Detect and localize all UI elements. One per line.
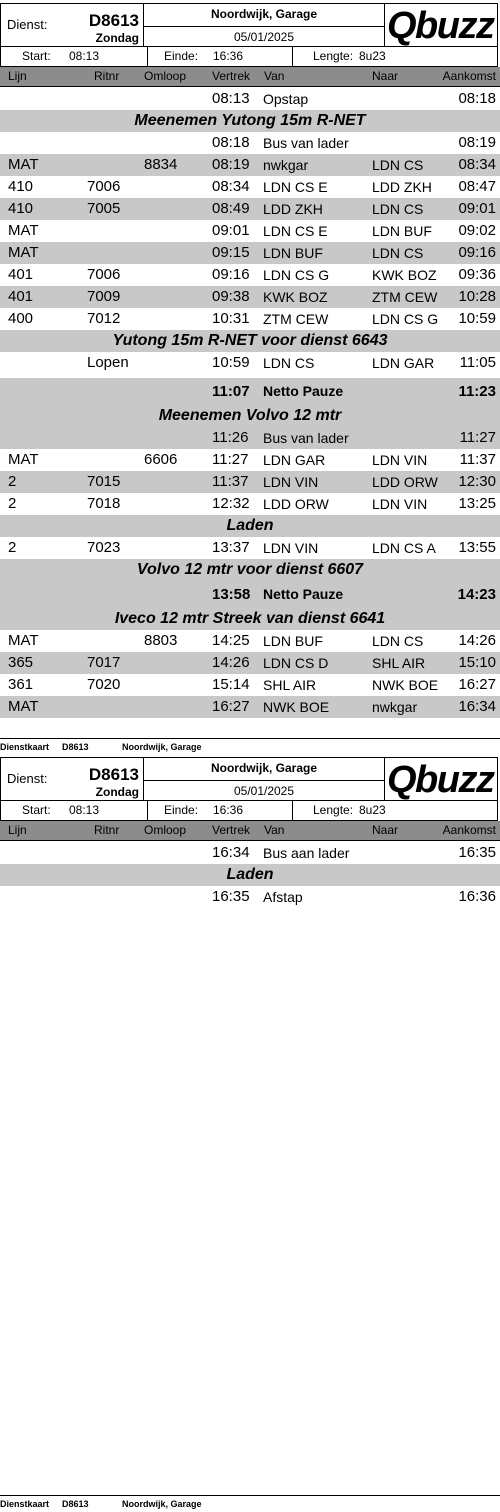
cell-lijn: 365 bbox=[8, 654, 34, 671]
cell-van: LDN CS G bbox=[263, 267, 330, 283]
cell-lijn: MAT bbox=[8, 244, 39, 261]
cell-vertrek: 11:27 bbox=[212, 451, 249, 468]
cell-naar: SHL AIR bbox=[372, 655, 426, 671]
cell-lijn: MAT bbox=[8, 156, 39, 173]
dienst-number: D8613 bbox=[88, 11, 139, 30]
cell-ritnr: 7015 bbox=[87, 473, 121, 490]
start-time: 08:13 bbox=[69, 803, 100, 817]
footer-location: Noordwijk, Garage bbox=[122, 1499, 202, 1509]
cell-vertrek: 08:34 bbox=[212, 178, 250, 195]
section-title bbox=[0, 608, 500, 630]
cell-lijn: 400 bbox=[8, 310, 34, 327]
cell-aankomst: 09:36 bbox=[458, 266, 496, 283]
cell-van: Bus van lader bbox=[263, 135, 349, 151]
trip-row bbox=[0, 264, 500, 286]
trip-row bbox=[0, 630, 500, 652]
logo-cell bbox=[385, 4, 497, 46]
col-lijn: Lijn bbox=[8, 823, 27, 837]
cell-aankomst: 09:02 bbox=[458, 222, 496, 239]
section-title bbox=[0, 864, 500, 886]
cell-lijn: MAT bbox=[8, 698, 39, 715]
col-naar: Naar bbox=[372, 823, 399, 837]
pause-end: 11:23 bbox=[458, 383, 496, 400]
cell-ritnr: 7012 bbox=[87, 310, 121, 327]
location: Noordwijk, Garage bbox=[144, 758, 384, 781]
section-title-text: Meenemen Volvo 12 mtr bbox=[158, 407, 342, 424]
cell-vertrek: 10:59 bbox=[212, 354, 250, 371]
length-value: 8u23 bbox=[359, 49, 386, 63]
schedule-rows bbox=[0, 842, 500, 908]
cell-omloop: 6606 bbox=[144, 451, 178, 468]
cell-lijn: 410 bbox=[8, 178, 34, 195]
cell-van: Bus van lader bbox=[263, 430, 349, 446]
schedule-rows bbox=[0, 88, 500, 718]
col-vertrek: Vertrek bbox=[212, 823, 251, 837]
cell-naar: LDN VIN bbox=[372, 452, 428, 468]
cell-aankomst: 09:01 bbox=[458, 200, 496, 217]
cell-aankomst: 13:55 bbox=[458, 539, 496, 556]
date: 05/01/2025 bbox=[233, 784, 295, 798]
cell-ritnr: 7023 bbox=[87, 539, 121, 556]
cell-van: NWK BOE bbox=[263, 699, 330, 715]
cell-lijn: 410 bbox=[8, 200, 34, 217]
cell-aankomst: 11:37 bbox=[459, 451, 496, 468]
pause-label: Netto Pauze bbox=[263, 586, 344, 602]
section-title bbox=[0, 559, 500, 581]
cell-van: LDN VIN bbox=[263, 474, 319, 490]
dienst-cell bbox=[1, 758, 144, 800]
cell-ritnr: 7005 bbox=[87, 200, 121, 217]
qbuzz-logo: Qbuzz bbox=[387, 5, 494, 47]
cell-aankomst: 16:27 bbox=[458, 676, 496, 693]
cell-vertrek: 09:38 bbox=[212, 288, 250, 305]
footer-location: Noordwijk, Garage bbox=[122, 742, 202, 752]
cell-naar: LDN CS bbox=[372, 157, 424, 173]
end-time: 16:36 bbox=[213, 49, 244, 63]
cell-aankomst: 14:26 bbox=[458, 632, 496, 649]
col-vertrek: Vertrek bbox=[212, 69, 251, 83]
cell-vertrek: 14:26 bbox=[212, 654, 250, 671]
trip-row bbox=[0, 674, 500, 696]
cell-ritnr: 7020 bbox=[87, 676, 121, 693]
cell-naar: LDN CS A bbox=[372, 540, 436, 556]
pause-row bbox=[0, 378, 500, 405]
cell-vertrek: 12:32 bbox=[212, 495, 250, 512]
trip-row bbox=[0, 352, 500, 374]
cell-aankomst: 11:05 bbox=[459, 354, 496, 371]
trip-row bbox=[0, 308, 500, 330]
dienstkaart-page-1 bbox=[0, 0, 500, 752]
end-label: Einde: bbox=[164, 803, 199, 817]
column-header bbox=[0, 67, 500, 87]
section-title-text: Yutong 15m R-NET voor dienst 6643 bbox=[112, 332, 388, 349]
cell-van: LDN GAR bbox=[263, 452, 326, 468]
footer bbox=[0, 738, 500, 753]
cell-aankomst: 11:27 bbox=[459, 429, 496, 446]
cell-naar: LDN VIN bbox=[372, 496, 428, 512]
cell-vertrek: 14:25 bbox=[212, 632, 250, 649]
cell-lijn: 2 bbox=[8, 473, 17, 490]
trip-row bbox=[0, 176, 500, 198]
length-value: 8u23 bbox=[359, 803, 386, 817]
trip-row bbox=[0, 427, 500, 449]
cell-vertrek: 08:18 bbox=[212, 134, 250, 151]
section-title bbox=[0, 515, 500, 537]
qbuzz-logo: Qbuzz bbox=[387, 759, 494, 801]
cell-vertrek: 08:49 bbox=[212, 200, 250, 217]
cell-aankomst: 16:36 bbox=[458, 888, 496, 905]
cell-naar: LDN CS bbox=[372, 633, 424, 649]
cell-vertrek: 09:15 bbox=[212, 244, 250, 261]
cell-vertrek: 10:31 bbox=[212, 310, 250, 327]
cell-van: LDD ORW bbox=[263, 496, 329, 512]
cell-van: LDN CS bbox=[263, 355, 315, 371]
cell-naar: LDN CS G bbox=[372, 311, 439, 327]
trip-row bbox=[0, 132, 500, 154]
cell-ritnr: 7017 bbox=[87, 654, 121, 671]
cell-lijn: MAT bbox=[8, 451, 39, 468]
date: 05/01/2025 bbox=[233, 30, 295, 44]
cell-van: SHL AIR bbox=[263, 677, 317, 693]
cell-aankomst: 15:10 bbox=[458, 654, 496, 671]
location: Noordwijk, Garage bbox=[144, 4, 384, 27]
cell-aankomst: 09:16 bbox=[458, 244, 496, 261]
cell-aankomst: 10:59 bbox=[458, 310, 496, 327]
dienst-label: Dienst: bbox=[7, 17, 48, 32]
trip-row bbox=[0, 886, 500, 908]
footer-label: Dienstkaart bbox=[0, 742, 50, 752]
dienst-day: Zondag bbox=[95, 31, 139, 45]
pause-row bbox=[0, 581, 500, 608]
col-naar: Naar bbox=[372, 69, 399, 83]
cell-van: KWK BOZ bbox=[263, 289, 328, 305]
col-ritnr: Ritnr bbox=[94, 69, 120, 83]
col-omloop: Omloop bbox=[144, 823, 187, 837]
trip-row bbox=[0, 537, 500, 559]
cell-vertrek: 11:37 bbox=[212, 473, 249, 490]
time-bar bbox=[0, 801, 498, 821]
cell-van: LDN CS E bbox=[263, 179, 328, 195]
dienstkaart-page-2 bbox=[0, 754, 500, 1509]
cell-naar: KWK BOZ bbox=[372, 267, 437, 283]
dienst-label: Dienst: bbox=[7, 771, 48, 786]
cell-vertrek: 09:01 bbox=[212, 222, 250, 239]
col-lijn: Lijn bbox=[8, 69, 27, 83]
pause-start: 13:58 bbox=[212, 586, 251, 603]
cell-ritnr: 7018 bbox=[87, 495, 121, 512]
trip-row bbox=[0, 154, 500, 176]
start-time: 08:13 bbox=[69, 49, 100, 63]
location-cell bbox=[144, 4, 385, 46]
trip-row bbox=[0, 198, 500, 220]
trip-row bbox=[0, 449, 500, 471]
trip-row bbox=[0, 88, 500, 110]
dienst-cell bbox=[1, 4, 144, 46]
cell-ritnr: 7009 bbox=[87, 288, 121, 305]
section-title bbox=[0, 405, 500, 427]
col-aankomst: Aankomst bbox=[442, 823, 496, 837]
section-title-text: Laden bbox=[226, 517, 274, 534]
cell-van: LDN VIN bbox=[263, 540, 319, 556]
cell-van: LDN BUF bbox=[263, 245, 323, 261]
trip-row bbox=[0, 493, 500, 515]
card-header bbox=[0, 3, 498, 47]
end-time: 16:36 bbox=[213, 803, 244, 817]
section-title bbox=[0, 110, 500, 132]
cell-van: nwkgar bbox=[263, 157, 309, 173]
cell-van: Bus aan lader bbox=[263, 845, 350, 861]
cell-lijn: 361 bbox=[8, 676, 34, 693]
card-header bbox=[0, 757, 498, 801]
cell-aankomst: 12:30 bbox=[458, 473, 496, 490]
trip-row bbox=[0, 652, 500, 674]
col-omloop: Omloop bbox=[144, 69, 187, 83]
trip-row bbox=[0, 242, 500, 264]
trip-row bbox=[0, 842, 500, 864]
end-label: Einde: bbox=[164, 49, 199, 63]
logo-cell bbox=[385, 758, 497, 800]
cell-naar: LDD ORW bbox=[372, 474, 438, 490]
column-header bbox=[0, 821, 500, 841]
cell-naar: LDN BUF bbox=[372, 223, 432, 239]
cell-naar: LDN GAR bbox=[372, 355, 435, 371]
dienst-number: D8613 bbox=[88, 765, 139, 784]
cell-aankomst: 08:19 bbox=[458, 134, 496, 151]
cell-omloop: 8834 bbox=[144, 156, 178, 173]
cell-naar: nwkgar bbox=[372, 699, 418, 715]
cell-vertrek: 11:26 bbox=[212, 429, 249, 446]
trip-row bbox=[0, 286, 500, 308]
cell-vertrek: 16:27 bbox=[212, 698, 250, 715]
cell-aankomst: 13:25 bbox=[458, 495, 496, 512]
cell-vertrek: 08:13 bbox=[212, 90, 250, 107]
cell-lijn: 401 bbox=[8, 266, 34, 283]
cell-aankomst: 08:47 bbox=[458, 178, 496, 195]
cell-vertrek: 16:34 bbox=[212, 844, 250, 861]
trip-row bbox=[0, 696, 500, 718]
section-title-text: Volvo 12 mtr voor dienst 6607 bbox=[136, 561, 364, 578]
col-ritnr: Ritnr bbox=[94, 823, 120, 837]
trip-row bbox=[0, 471, 500, 493]
footer-dienst: D8613 bbox=[62, 742, 89, 752]
section-title-text: Iveco 12 mtr Streek van dienst 6641 bbox=[114, 610, 386, 627]
col-van: Van bbox=[264, 69, 285, 83]
cell-aankomst: 08:34 bbox=[458, 156, 496, 173]
cell-ritnr: Lopen bbox=[87, 354, 129, 371]
cell-ritnr: 7006 bbox=[87, 178, 121, 195]
cell-naar: LDN CS bbox=[372, 201, 424, 217]
cell-naar: LDD ZKH bbox=[372, 179, 432, 195]
pause-label: Netto Pauze bbox=[263, 383, 344, 399]
cell-vertrek: 16:35 bbox=[212, 888, 250, 905]
cell-lijn: MAT bbox=[8, 632, 39, 649]
cell-ritnr: 7006 bbox=[87, 266, 121, 283]
cell-naar: NWK BOE bbox=[372, 677, 439, 693]
location-cell bbox=[144, 758, 385, 800]
cell-van: LDD ZKH bbox=[263, 201, 323, 217]
cell-lijn: 401 bbox=[8, 288, 34, 305]
cell-van: Opstap bbox=[263, 91, 309, 107]
footer bbox=[0, 1495, 500, 1510]
cell-lijn: MAT bbox=[8, 222, 39, 239]
col-van: Van bbox=[264, 823, 285, 837]
cell-aankomst: 08:18 bbox=[458, 90, 496, 107]
cell-naar: ZTM CEW bbox=[372, 289, 438, 305]
col-aankomst: Aankomst bbox=[442, 69, 496, 83]
cell-lijn: 2 bbox=[8, 495, 17, 512]
footer-dienst: D8613 bbox=[62, 1499, 89, 1509]
cell-aankomst: 10:28 bbox=[458, 288, 496, 305]
cell-naar: LDN CS bbox=[372, 245, 424, 261]
pause-end: 14:23 bbox=[457, 586, 496, 603]
cell-van: LDN CS E bbox=[263, 223, 328, 239]
start-label: Start: bbox=[22, 803, 51, 817]
dienst-day: Zondag bbox=[95, 785, 139, 799]
section-title-text: Laden bbox=[226, 866, 274, 883]
cell-aankomst: 16:34 bbox=[458, 698, 496, 715]
cell-van: LDN CS D bbox=[263, 655, 329, 671]
cell-vertrek: 15:14 bbox=[212, 676, 250, 693]
cell-vertrek: 13:37 bbox=[212, 539, 250, 556]
length-label: Lengte: bbox=[313, 49, 354, 63]
cell-vertrek: 09:16 bbox=[212, 266, 250, 283]
time-bar bbox=[0, 47, 498, 67]
section-title bbox=[0, 330, 500, 352]
cell-aankomst: 16:35 bbox=[458, 844, 496, 861]
length-label: Lengte: bbox=[313, 803, 354, 817]
cell-van: LDN BUF bbox=[263, 633, 323, 649]
cell-van: ZTM CEW bbox=[263, 311, 329, 327]
trip-row bbox=[0, 220, 500, 242]
section-title-text: Meenemen Yutong 15m R-NET bbox=[134, 112, 366, 129]
footer-label: Dienstkaart bbox=[0, 1499, 50, 1509]
cell-omloop: 8803 bbox=[144, 632, 178, 649]
start-label: Start: bbox=[22, 49, 51, 63]
cell-van: Afstap bbox=[263, 889, 303, 905]
pause-start: 11:07 bbox=[212, 383, 250, 400]
cell-vertrek: 08:19 bbox=[212, 156, 250, 173]
cell-lijn: 2 bbox=[8, 539, 17, 556]
